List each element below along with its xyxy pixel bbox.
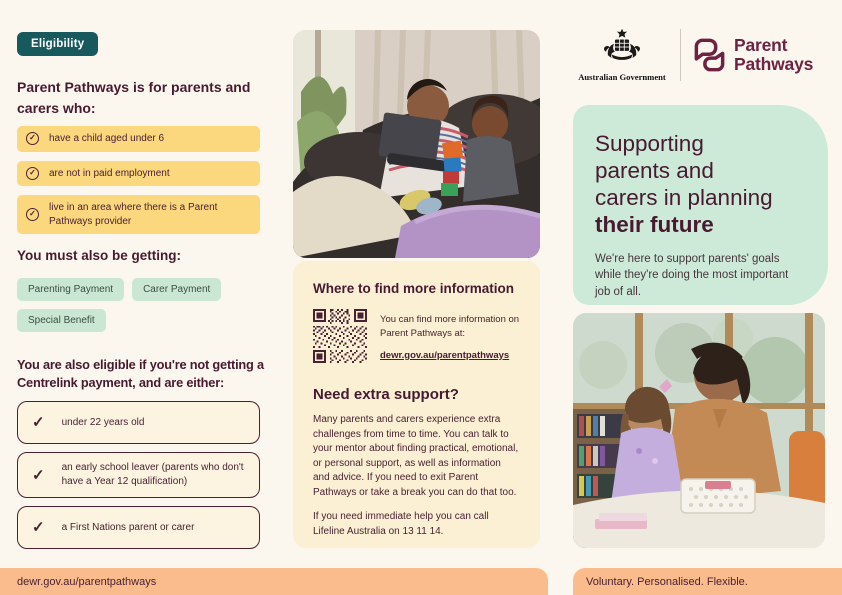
alternative-criteria-list: [17, 401, 260, 549]
payment-badge: Carer Payment: [132, 278, 221, 301]
photo-parent-child-couch: [293, 30, 540, 258]
parent-pathways-logo-icon: [694, 38, 725, 72]
circled-check-icon: ✓: [26, 208, 39, 221]
info-text: You can find more information on Parent Pathways at:: [380, 314, 520, 339]
heading-payments: You must also be getting:: [17, 248, 182, 263]
criteria-list: [17, 126, 260, 234]
hero-title: [595, 130, 806, 238]
alternative-criteria-item: [17, 452, 260, 498]
hero-subtitle: We're here to support parents' goals while they're doing the most important job of all.: [595, 253, 789, 298]
brand-line: Parent: [734, 34, 788, 55]
government-label: Australian Government: [578, 72, 666, 82]
check-icon: ✓: [32, 519, 45, 536]
alternative-criteria-item: [17, 401, 260, 444]
hero-title-line: Supporting: [595, 131, 704, 156]
brand-line: Pathways: [734, 54, 814, 74]
circled-check-icon: ✓: [26, 167, 39, 180]
qr-code: [313, 309, 367, 363]
check-icon: ✓: [32, 414, 45, 431]
support-paragraph: If you need immediate help you can call Lifeline Australia on 13 11 14.: [313, 511, 489, 537]
payment-badges: [17, 278, 232, 332]
footer-url-band: [0, 568, 548, 595]
heading-alternative: You are also eligible if you're not getting a Centrelink payment, and are either:: [17, 357, 264, 391]
photo-parent-child-library: [573, 313, 825, 548]
footer-tagline: Voluntary. Personalised. Flexible.: [586, 575, 748, 588]
criteria-item: [17, 126, 260, 152]
support-heading: Need extra support?: [313, 386, 459, 403]
criteria-text: have a child aged under 6: [49, 133, 165, 144]
criteria-item: [17, 195, 260, 234]
australian-government-logo: [573, 28, 671, 82]
info-link[interactable]: dewr.gov.au/parentpathways: [380, 349, 510, 361]
logo-divider: [680, 29, 681, 81]
heading-who: Parent Pathways is for parents and carers who:: [17, 79, 251, 116]
payment-badge: Parenting Payment: [17, 278, 124, 301]
circled-check-icon: ✓: [26, 132, 39, 145]
hero-panel: [573, 105, 828, 305]
alternative-criteria-text: an early school leaver (parents who don't have a Year 12 qualification): [61, 462, 244, 487]
criteria-text: live in an area where there is a Parent Pathways provider: [49, 202, 218, 227]
hero-title-line: carers in planning: [595, 185, 773, 210]
criteria-item: [17, 161, 260, 187]
support-paragraph: Many parents and carers experience extra challenges from time to time. You can talk to your mentor about finding practical, emotional, or personal support, as well as information and advice. If you need to exit Parent Pathways or take a break you can do that too.: [313, 414, 519, 498]
payment-badge: Special Benefit: [17, 309, 106, 332]
alternative-criteria-item: [17, 506, 260, 549]
criteria-text: are not in paid employment: [49, 167, 170, 179]
brand-name: [734, 36, 813, 75]
logo-row: [573, 25, 829, 85]
info-panel: [293, 261, 540, 548]
footer-tagline-band: [573, 568, 842, 595]
coat-of-arms-icon: [595, 28, 649, 65]
alternative-criteria-text: a First Nations parent or carer: [61, 521, 195, 533]
check-icon: ✓: [32, 466, 45, 484]
info-heading: Where to find more information: [313, 281, 514, 296]
hero-title-bold: their future: [595, 212, 714, 237]
info-text-block: [380, 309, 520, 362]
eligibility-tag: Eligibility: [17, 32, 98, 56]
alternative-criteria-text: under 22 years old: [61, 416, 145, 428]
footer-url: dewr.gov.au/parentpathways: [17, 575, 157, 588]
hero-title-line: parents and: [595, 158, 714, 183]
